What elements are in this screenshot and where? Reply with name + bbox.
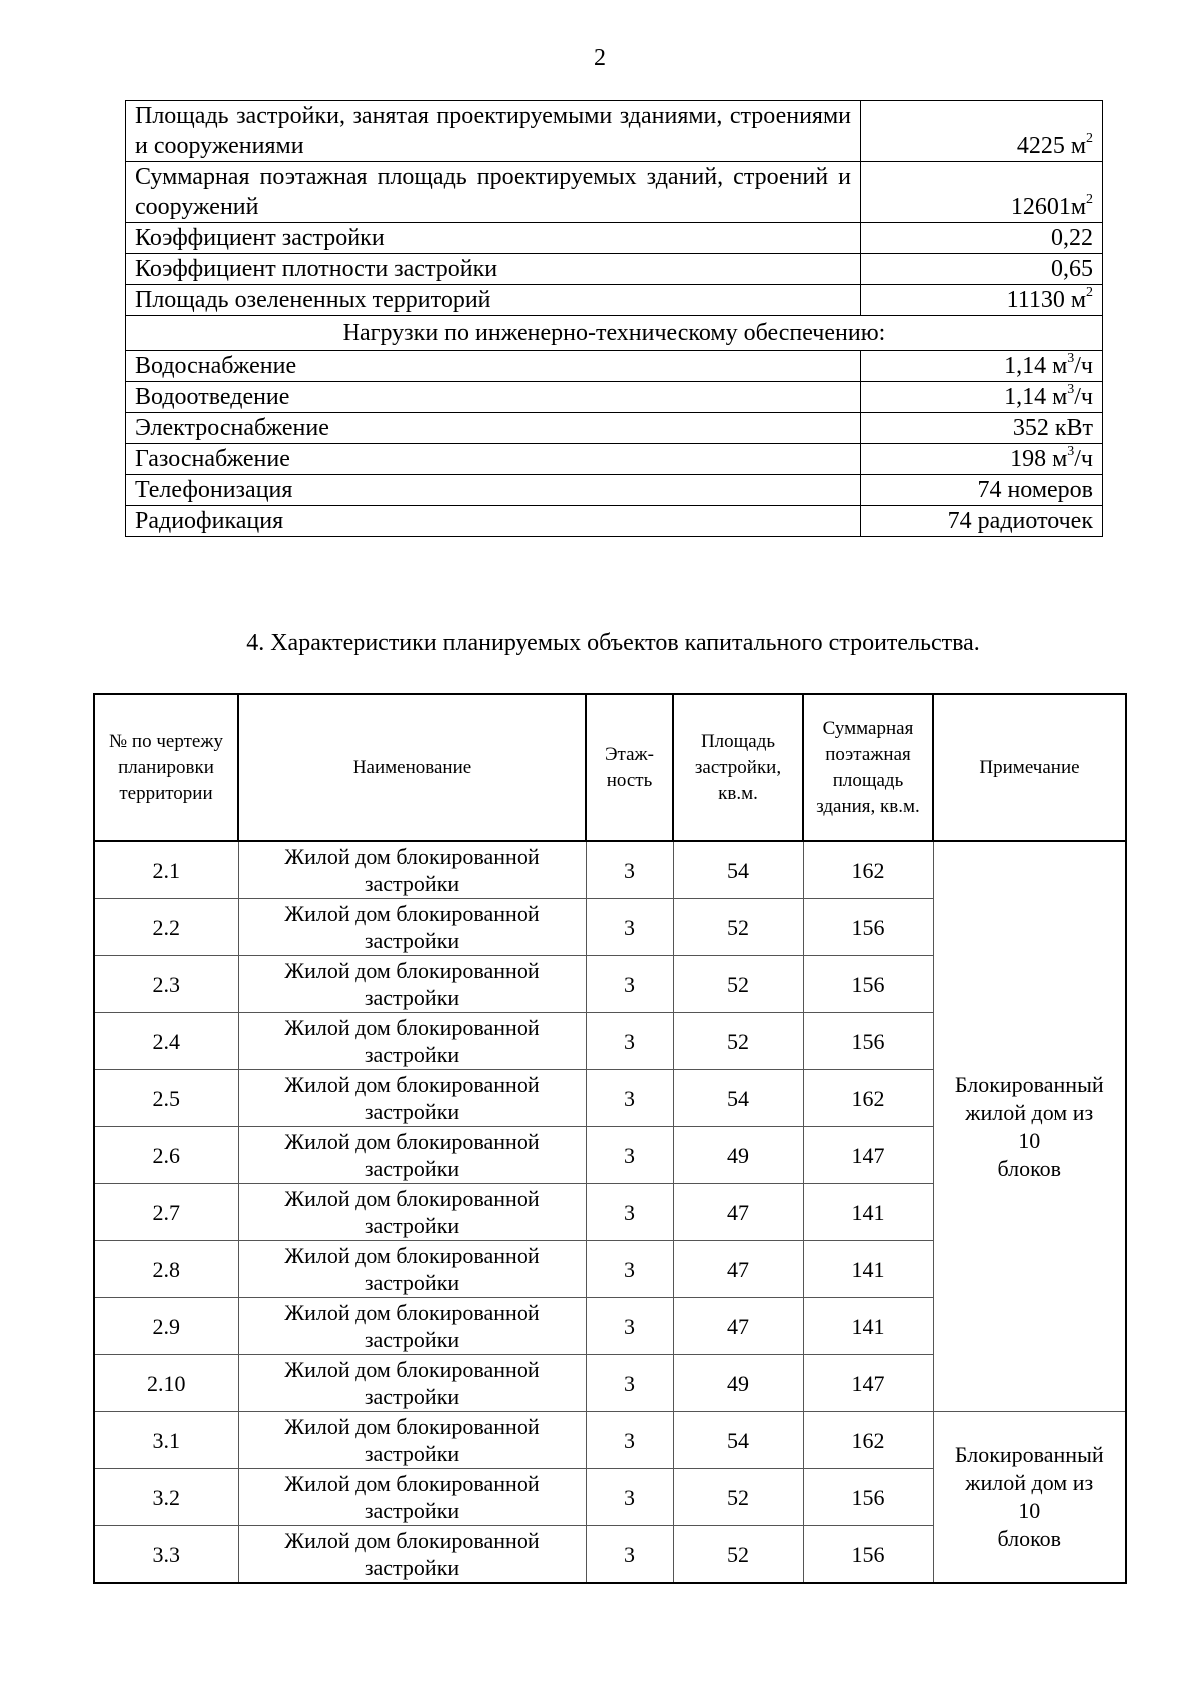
value-text: 0,22 (1051, 225, 1093, 251)
cell-num: 2.10 (94, 1355, 238, 1412)
unit-superscript: 2 (1086, 192, 1093, 207)
cell-area: 47 (673, 1184, 803, 1241)
note-line: Блокированный (954, 1071, 1104, 1097)
cell-floors: 3 (586, 1070, 673, 1127)
cell-floors: 3 (586, 1412, 673, 1469)
summary-label: Площадь застройки, занятая проектируемыми зданиями, строениями и сооружениями (126, 101, 861, 162)
utility-label: Телефонизация (126, 475, 861, 506)
unit-superscript: 3 (1067, 382, 1075, 397)
page-number: 2 (594, 45, 606, 71)
cell-num: 2.7 (94, 1184, 238, 1241)
note-line: 10 (1018, 1498, 1041, 1523)
summary-value (861, 254, 1103, 285)
cell-area: 54 (673, 1070, 803, 1127)
utility-value (861, 413, 1103, 444)
note-line: 10 (1018, 1127, 1041, 1153)
summary-row (126, 254, 1103, 285)
cell-total-area: 162 (803, 841, 933, 899)
cell-num: 3.1 (94, 1412, 238, 1469)
summary-section-header: Нагрузки по инженерно-техническому обеспечению: (126, 316, 1103, 351)
cell-total-area: 162 (803, 1070, 933, 1127)
value-text: 198 м (1010, 446, 1068, 472)
cell-floors: 3 (586, 1355, 673, 1412)
table-row (94, 841, 1126, 899)
summary-value (861, 162, 1103, 223)
header-note: Примечание (933, 694, 1126, 841)
summary-section-header-row (126, 316, 1103, 351)
summary-row (126, 101, 1103, 162)
cell-name: Жилой дом блокированной застройки (238, 1013, 586, 1070)
cell-num: 2.3 (94, 956, 238, 1013)
unit-suffix: /ч (1074, 384, 1093, 410)
cell-total-area: 141 (803, 1184, 933, 1241)
cell-name: Жилой дом блокированной застройки (238, 1412, 586, 1469)
summary-row (126, 285, 1103, 316)
cell-name: Жилой дом блокированной застройки (238, 1241, 586, 1298)
unit-superscript: 3 (1067, 351, 1075, 366)
note-line: жилой дом из (965, 1470, 1094, 1495)
cell-num: 2.8 (94, 1241, 238, 1298)
cell-num: 2.6 (94, 1127, 238, 1184)
value-text: 1,14 м (1004, 353, 1068, 379)
utility-value (861, 444, 1103, 475)
header-total-area: Суммарная поэтажная площадь здания, кв.м. (803, 694, 933, 841)
summary-row (126, 223, 1103, 254)
cell-note (933, 1412, 1126, 1584)
cell-num: 2.1 (94, 841, 238, 899)
utility-label: Водоотведение (126, 382, 861, 413)
cell-area: 54 (673, 1412, 803, 1469)
cell-name: Жилой дом блокированной застройки (238, 1355, 586, 1412)
cell-floors: 3 (586, 1298, 673, 1355)
value-text: 12601м (1010, 194, 1086, 220)
cell-area: 52 (673, 1013, 803, 1070)
cell-area: 52 (673, 1526, 803, 1584)
note-line: Блокированный (954, 1442, 1104, 1467)
cell-num: 2.2 (94, 899, 238, 956)
header-num: № по чертежу планировки территории (94, 694, 238, 841)
cell-floors: 3 (586, 841, 673, 899)
value-text: 352 кВт (1012, 415, 1093, 441)
cell-name: Жилой дом блокированной застройки (238, 1127, 586, 1184)
utility-row (126, 382, 1103, 413)
cell-floors: 3 (586, 899, 673, 956)
cell-floors: 3 (586, 1013, 673, 1070)
cell-floors: 3 (586, 1127, 673, 1184)
summary-label: Коэффициент плотности застройки (126, 254, 861, 285)
utility-value (861, 475, 1103, 506)
cell-floors: 3 (586, 1184, 673, 1241)
value-text: 0,65 (1051, 256, 1093, 282)
utility-row (126, 351, 1103, 382)
utility-row (126, 413, 1103, 444)
note-line: жилой дом из (965, 1099, 1094, 1125)
value-text: 4225 м (1016, 133, 1086, 159)
cell-floors: 3 (586, 1241, 673, 1298)
utility-value (861, 382, 1103, 413)
cell-area: 47 (673, 1241, 803, 1298)
utility-value (861, 351, 1103, 382)
utility-label: Газоснабжение (126, 444, 861, 475)
cell-num: 2.9 (94, 1298, 238, 1355)
value-text: 74 номеров (977, 477, 1093, 503)
cell-name: Жилой дом блокированной застройки (238, 1469, 586, 1526)
cell-name: Жилой дом блокированной застройки (238, 1070, 586, 1127)
cell-name: Жилой дом блокированной застройки (238, 841, 586, 899)
unit-superscript: 3 (1067, 444, 1075, 459)
cell-floors: 3 (586, 1526, 673, 1584)
summary-value (861, 223, 1103, 254)
table-row (94, 1412, 1126, 1469)
summary-value (861, 285, 1103, 316)
summary-label: Суммарная поэтажная площадь проектируемых зданий, строений и сооружений (126, 162, 861, 223)
cell-name: Жилой дом блокированной застройки (238, 899, 586, 956)
cell-total-area: 141 (803, 1298, 933, 1355)
unit-suffix: /ч (1074, 353, 1093, 379)
value-text: 11130 м (1006, 287, 1086, 313)
cell-total-area: 156 (803, 1469, 933, 1526)
cell-area: 54 (673, 841, 803, 899)
utility-label: Водоснабжение (126, 351, 861, 382)
cell-floors: 3 (586, 956, 673, 1013)
utility-label: Радиофикация (126, 506, 861, 537)
utility-label: Электроснабжение (126, 413, 861, 444)
unit-superscript: 2 (1086, 285, 1093, 300)
cell-note (933, 841, 1126, 1412)
cell-area: 52 (673, 1469, 803, 1526)
cell-total-area: 156 (803, 1526, 933, 1584)
header-area: Площадь застройки, кв.м. (673, 694, 803, 841)
cell-name: Жилой дом блокированной застройки (238, 1184, 586, 1241)
utility-row (126, 444, 1103, 475)
unit-suffix: /ч (1074, 446, 1093, 472)
summary-label: Площадь озелененных территорий (126, 285, 861, 316)
objects-table-header-row (94, 694, 1126, 841)
section-title: 4. Характеристики планируемых объектов капитального строительства. (246, 630, 980, 656)
cell-total-area: 156 (803, 899, 933, 956)
cell-area: 49 (673, 1355, 803, 1412)
cell-total-area: 141 (803, 1241, 933, 1298)
cell-num: 2.4 (94, 1013, 238, 1070)
cell-area: 52 (673, 899, 803, 956)
cell-floors: 3 (586, 1469, 673, 1526)
cell-area: 47 (673, 1298, 803, 1355)
cell-total-area: 156 (803, 1013, 933, 1070)
objects-table (93, 693, 1127, 1584)
cell-name: Жилой дом блокированной застройки (238, 956, 586, 1013)
cell-total-area: 147 (803, 1355, 933, 1412)
summary-table (125, 100, 1103, 537)
summary-value (861, 101, 1103, 162)
note-line: блоков (997, 1526, 1062, 1551)
note-line: блоков (997, 1155, 1062, 1181)
cell-num: 3.3 (94, 1526, 238, 1584)
cell-total-area: 147 (803, 1127, 933, 1184)
cell-name: Жилой дом блокированной застройки (238, 1526, 586, 1584)
cell-area: 52 (673, 956, 803, 1013)
utility-row (126, 506, 1103, 537)
summary-label: Коэффициент застройки (126, 223, 861, 254)
value-text: 1,14 м (1004, 384, 1068, 410)
cell-num: 2.5 (94, 1070, 238, 1127)
cell-num: 3.2 (94, 1469, 238, 1526)
cell-name: Жилой дом блокированной застройки (238, 1298, 586, 1355)
header-name: Наименование (238, 694, 586, 841)
cell-area: 49 (673, 1127, 803, 1184)
utility-value (861, 506, 1103, 537)
header-floors: Этаж-ность (586, 694, 673, 841)
cell-total-area: 162 (803, 1412, 933, 1469)
unit-superscript: 2 (1086, 131, 1093, 146)
value-text: 74 радиоточек (947, 508, 1093, 534)
cell-total-area: 156 (803, 956, 933, 1013)
summary-row (126, 162, 1103, 223)
utility-row (126, 475, 1103, 506)
